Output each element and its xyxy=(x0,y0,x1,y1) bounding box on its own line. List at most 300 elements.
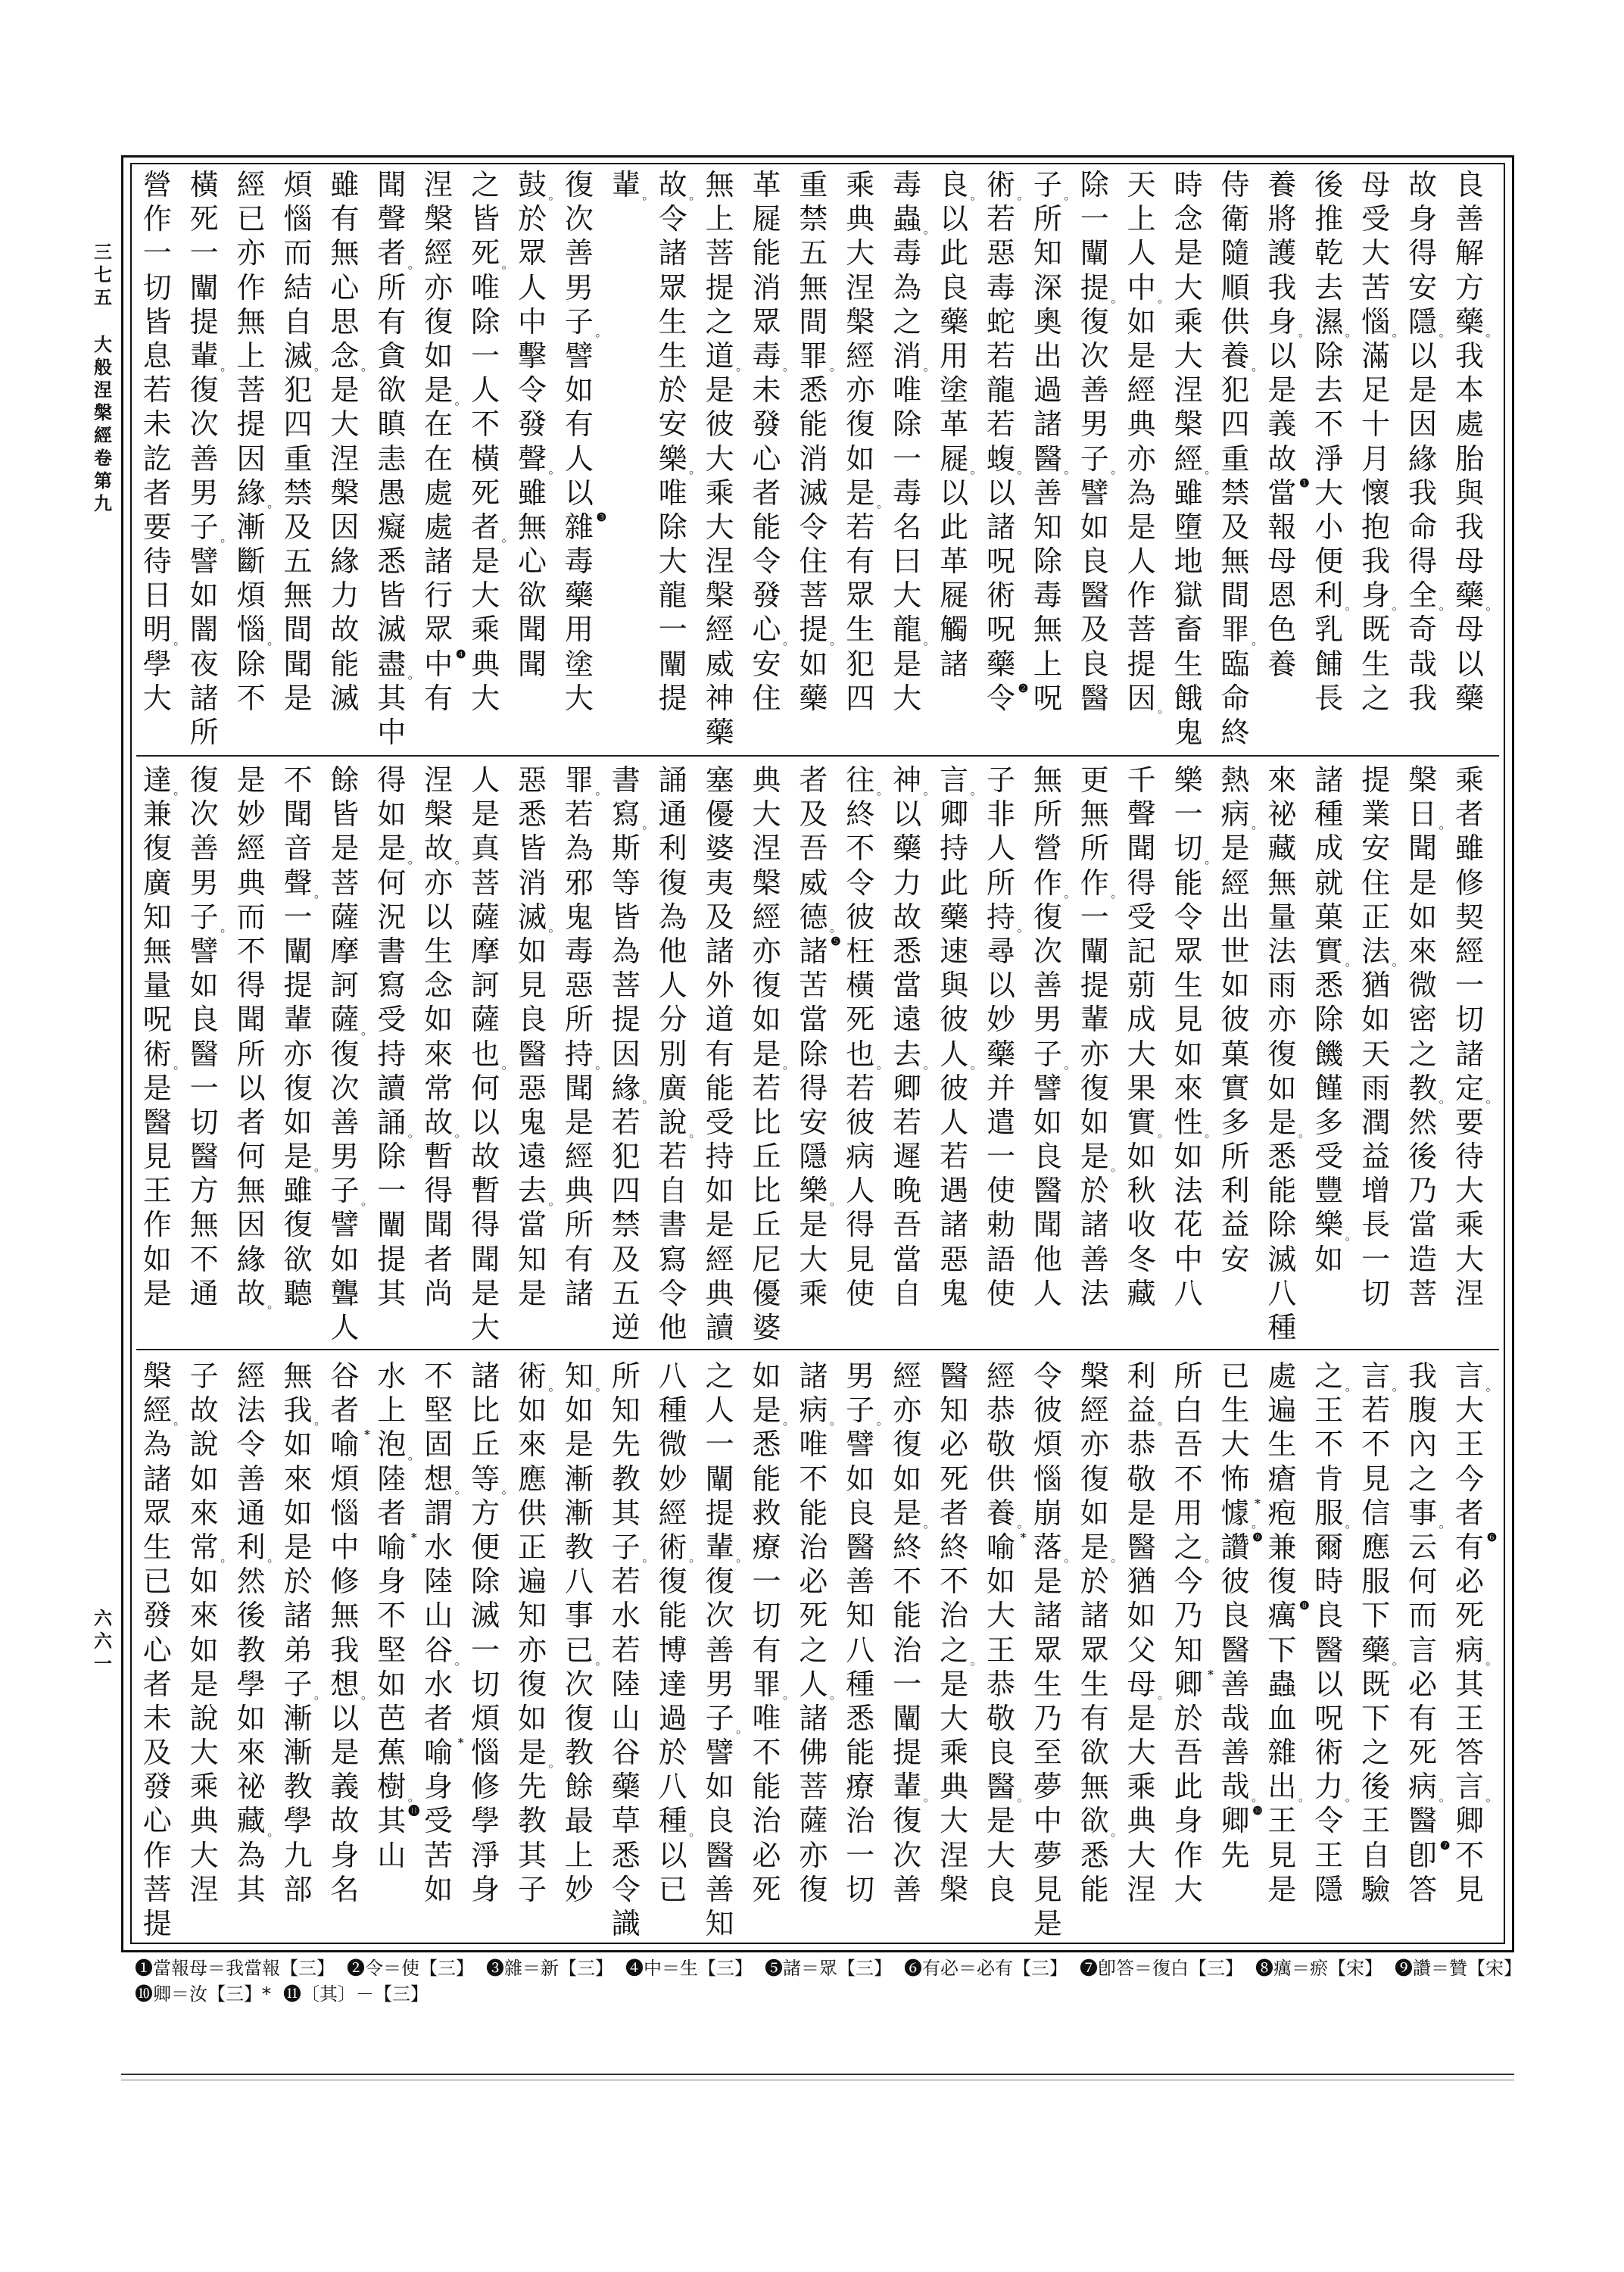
character: 樂 xyxy=(658,442,687,476)
footnote-marker: * xyxy=(457,1736,464,1750)
character-cell xyxy=(1266,442,1311,476)
character: 是 xyxy=(236,763,266,797)
character-cell xyxy=(844,682,890,716)
character: 經 xyxy=(1127,373,1156,407)
character: 是 xyxy=(1408,866,1438,900)
character-cell xyxy=(985,1599,1030,1633)
character-cell xyxy=(376,1668,421,1702)
character: 諸 xyxy=(471,1359,500,1393)
character-cell xyxy=(797,900,843,935)
character: 大 xyxy=(1174,1872,1203,1906)
character: 是 xyxy=(517,1276,547,1310)
character-cell xyxy=(1360,1038,1405,1072)
character: 人 xyxy=(330,1311,360,1344)
character: 便 xyxy=(1314,545,1344,579)
page-number: 六六一 xyxy=(94,1607,112,1674)
character: 身 xyxy=(424,1770,454,1804)
character-cell xyxy=(891,682,937,716)
character: 成 xyxy=(1314,832,1344,866)
character: 不 xyxy=(940,1565,969,1599)
character: 如 xyxy=(517,1393,547,1428)
character-cell xyxy=(985,1106,1030,1140)
character: 大 xyxy=(1127,1037,1156,1071)
character: 芭 xyxy=(377,1701,407,1735)
character-cell xyxy=(985,1496,1030,1531)
character-cell xyxy=(1126,1038,1171,1072)
text-column xyxy=(376,168,421,750)
character-cell xyxy=(1313,866,1358,900)
character: 良 xyxy=(1033,1140,1062,1174)
character-cell xyxy=(1266,1359,1311,1393)
punctuation-mark: 。 xyxy=(1251,632,1264,648)
character: 是 xyxy=(940,1667,969,1701)
character: 作 xyxy=(1127,579,1156,613)
character: 要 xyxy=(142,510,172,544)
character-cell xyxy=(1313,168,1358,202)
character: 作 xyxy=(236,270,266,304)
character-cell xyxy=(1313,1668,1358,1702)
character-cell xyxy=(563,510,609,545)
character-cell xyxy=(657,1668,703,1702)
character-cell xyxy=(704,1736,750,1770)
character-cell xyxy=(704,1839,750,1873)
character-cell xyxy=(797,407,843,442)
character: 利 xyxy=(1220,1174,1250,1208)
character-cell xyxy=(1173,202,1218,236)
character: 法 xyxy=(1267,934,1297,968)
character: 之 xyxy=(1361,1736,1391,1770)
character-cell xyxy=(1454,1804,1499,1838)
character: 聞 xyxy=(236,1003,266,1037)
character-cell xyxy=(1266,373,1311,407)
character: 餘 xyxy=(564,1770,594,1804)
character-cell xyxy=(329,339,374,373)
character-cell xyxy=(657,373,703,407)
character: 義 xyxy=(330,1770,360,1804)
character: 來 xyxy=(189,1496,219,1530)
character: 次 xyxy=(189,797,219,832)
text-column xyxy=(469,168,515,716)
character-cell xyxy=(938,1359,983,1393)
character: 非 xyxy=(986,797,1015,832)
character-cell xyxy=(329,407,374,442)
character: 擊 xyxy=(517,339,547,373)
character-cell xyxy=(751,236,796,270)
character: 人 xyxy=(471,763,500,797)
punctuation-mark: 。 xyxy=(1392,1379,1404,1394)
punctuation-mark: 。 xyxy=(407,851,420,866)
character-cell xyxy=(938,1873,983,1907)
character: 日 xyxy=(1408,797,1438,832)
character: 藥 xyxy=(705,716,734,749)
character: 學 xyxy=(142,647,172,681)
character: 能 xyxy=(846,1736,875,1770)
character: 死 xyxy=(189,202,219,236)
character: 諸 xyxy=(1033,407,1062,442)
character: 終 xyxy=(893,1530,922,1564)
character: 男 xyxy=(330,1140,360,1174)
character: 無 xyxy=(330,1599,360,1633)
character-cell xyxy=(1032,1496,1077,1531)
character-cell xyxy=(1407,1140,1452,1174)
character-cell xyxy=(1360,763,1405,797)
character-cell xyxy=(1454,969,1499,1003)
character: 為 xyxy=(893,270,922,304)
character: 醫 xyxy=(1033,442,1062,476)
character: 恩 xyxy=(1267,579,1297,613)
character: 是 xyxy=(1267,373,1297,407)
character: 經 xyxy=(1454,934,1484,968)
character: 花 xyxy=(1174,1208,1203,1242)
character-cell xyxy=(751,442,796,476)
character: 養 xyxy=(1267,647,1297,681)
character: 爾 xyxy=(1314,1530,1344,1564)
character: 能 xyxy=(799,407,828,442)
character: 經 xyxy=(1174,442,1203,476)
character-cell xyxy=(891,1531,937,1565)
character-cell xyxy=(563,1277,609,1311)
character-cell xyxy=(844,1462,890,1496)
character-cell xyxy=(891,1277,937,1311)
character-cell xyxy=(610,1839,656,1873)
character-cell xyxy=(1266,339,1311,373)
character: 用 xyxy=(564,613,594,647)
character: 服 xyxy=(1361,1565,1391,1599)
character: 醫 xyxy=(1080,579,1109,613)
character: 如 xyxy=(424,1003,454,1037)
character: 乘 xyxy=(471,613,500,647)
character-cell xyxy=(938,1496,983,1531)
character-cell xyxy=(891,1359,937,1393)
character-cell xyxy=(1032,900,1077,935)
character-cell xyxy=(189,648,234,682)
character: 及 xyxy=(1220,510,1250,544)
character: 於 xyxy=(658,1736,687,1770)
character: 終 xyxy=(846,797,875,832)
punctuation-mark: 。 xyxy=(501,256,514,271)
character-cell xyxy=(1266,1003,1311,1037)
character-cell xyxy=(376,1003,421,1037)
character: 處 xyxy=(1454,407,1484,442)
character-cell xyxy=(1126,1770,1171,1804)
character: 乘 xyxy=(1127,1770,1156,1804)
character: 之 xyxy=(940,1633,969,1667)
character-cell xyxy=(1173,476,1218,510)
character-cell xyxy=(422,579,468,613)
character: 待 xyxy=(1454,1140,1484,1174)
character-cell xyxy=(1079,1873,1124,1907)
character: 間 xyxy=(283,613,313,647)
character: 提 xyxy=(283,969,313,1003)
character-cell xyxy=(1454,339,1499,373)
character: 大 xyxy=(1220,1428,1250,1462)
character: 因 xyxy=(611,1037,641,1071)
character-cell xyxy=(282,1359,328,1393)
character: 後 xyxy=(1408,1140,1438,1174)
footnote: ❹中＝生【三】 xyxy=(625,1958,753,1979)
character-cell xyxy=(563,1072,609,1106)
character-cell xyxy=(1173,1668,1218,1702)
character-cell xyxy=(657,797,703,832)
character-cell xyxy=(329,969,374,1003)
character: 心 xyxy=(517,545,547,579)
character: 以 xyxy=(564,476,594,510)
character: 子 xyxy=(517,1872,547,1906)
character-cell xyxy=(376,613,421,647)
character: 復 xyxy=(1080,1462,1109,1496)
character: 我 xyxy=(330,1633,360,1667)
character-cell xyxy=(1266,1277,1311,1311)
punctuation-mark: 。 xyxy=(1251,359,1264,374)
character-cell xyxy=(563,373,609,407)
character-cell xyxy=(422,832,468,866)
character: 槃 xyxy=(1408,763,1438,797)
character: 是 xyxy=(799,1208,828,1242)
character-cell xyxy=(1126,682,1171,716)
character-cell xyxy=(1173,271,1218,305)
character-cell xyxy=(1407,1106,1452,1140)
character: 若 xyxy=(658,1140,687,1174)
character: 發 xyxy=(142,1770,172,1804)
character-cell xyxy=(1126,1174,1171,1208)
character-cell xyxy=(751,1106,796,1140)
character: 知 xyxy=(517,1242,547,1276)
character-cell xyxy=(704,1565,750,1599)
character-cell xyxy=(469,1531,515,1565)
character: 男 xyxy=(1080,407,1109,442)
character: 我 xyxy=(1267,270,1297,304)
character: 通 xyxy=(189,1276,219,1310)
character-cell xyxy=(189,716,234,750)
character: 復 xyxy=(330,1037,360,1071)
character: 書 xyxy=(611,763,641,797)
character-cell xyxy=(1407,407,1452,442)
character: 谷 xyxy=(611,1736,641,1770)
character: 以 xyxy=(1314,1667,1344,1701)
character-cell xyxy=(376,407,421,442)
character-cell xyxy=(704,1804,750,1838)
character-cell xyxy=(469,1736,515,1770)
character-cell xyxy=(938,236,983,270)
character-cell xyxy=(142,1736,187,1770)
character: 身 xyxy=(1267,304,1297,339)
character: 中 xyxy=(330,1530,360,1564)
character-cell xyxy=(938,900,983,935)
character-cell xyxy=(938,168,983,202)
character: 所 xyxy=(564,1208,594,1242)
character: 下 xyxy=(1267,1633,1297,1667)
character: 令 xyxy=(846,866,875,900)
character: 受 xyxy=(1127,900,1156,934)
character-cell xyxy=(142,763,187,797)
character: 作 xyxy=(142,1208,172,1242)
character: 能 xyxy=(1080,1872,1109,1906)
character: 重 xyxy=(283,442,313,476)
character: 切 xyxy=(189,1105,219,1139)
punctuation-mark: 。 xyxy=(689,461,702,476)
character-cell xyxy=(751,1359,796,1393)
character: 母 xyxy=(1267,545,1297,579)
character-cell xyxy=(1407,1839,1452,1873)
text-number: 三七五 xyxy=(94,241,112,308)
punctuation-mark: 。 xyxy=(829,1413,842,1428)
character: 微 xyxy=(1408,969,1438,1003)
character: 是 xyxy=(1267,1872,1297,1906)
character: 復 xyxy=(752,969,781,1003)
character-cell xyxy=(1454,1770,1499,1804)
character-cell xyxy=(1454,1359,1499,1393)
character: 威 xyxy=(705,647,734,681)
character-cell xyxy=(1126,1359,1171,1393)
character-cell xyxy=(563,1770,609,1804)
character-cell xyxy=(1220,442,1265,476)
character: 我 xyxy=(1454,339,1484,373)
character-cell xyxy=(1360,1428,1405,1462)
character-cell xyxy=(1126,935,1171,969)
character: 方 xyxy=(471,1496,500,1530)
character-cell xyxy=(1173,682,1218,716)
character-cell xyxy=(1079,510,1124,545)
character: 如 xyxy=(189,969,219,1003)
character: 煩 xyxy=(236,579,266,613)
character: 諸 xyxy=(1314,763,1344,797)
character-cell xyxy=(1407,797,1452,832)
character: 令 xyxy=(611,1872,641,1906)
character-cell xyxy=(704,1496,750,1531)
character: 陸 xyxy=(611,1667,641,1701)
character-cell xyxy=(516,797,562,832)
character: 者 xyxy=(752,476,781,510)
character-cell xyxy=(1126,236,1171,270)
character-cell xyxy=(610,1770,656,1804)
character: 闡 xyxy=(893,1701,922,1735)
character: 無 xyxy=(1080,797,1109,832)
character-cell xyxy=(797,1634,843,1668)
character-cell xyxy=(704,716,750,750)
character-cell xyxy=(376,442,421,476)
character-cell xyxy=(1220,716,1265,750)
character-cell xyxy=(1032,236,1077,270)
character-cell xyxy=(1079,1770,1124,1804)
character-cell xyxy=(422,1174,468,1208)
character: 醫 xyxy=(940,1359,969,1393)
footnote-marker: ❷ xyxy=(1018,681,1029,695)
text-column xyxy=(1266,763,1311,1345)
character: 大 xyxy=(846,236,875,270)
character-cell xyxy=(1079,1174,1124,1208)
character: 惱 xyxy=(236,613,266,647)
character: 之 xyxy=(1361,681,1391,715)
character: 行 xyxy=(424,579,454,613)
character-cell xyxy=(1454,1208,1499,1242)
character-cell xyxy=(1220,271,1265,305)
character: 諸 xyxy=(705,934,734,968)
character: 者 xyxy=(236,1105,266,1139)
character: 如 xyxy=(283,1105,313,1139)
character-cell xyxy=(610,1531,656,1565)
character-cell xyxy=(704,763,750,797)
character-cell xyxy=(376,797,421,832)
character-cell xyxy=(1360,168,1405,202)
character: 是 xyxy=(564,1105,594,1139)
character: 語 xyxy=(986,1242,1015,1276)
character-cell xyxy=(1126,1003,1171,1037)
character-cell xyxy=(1407,1873,1452,1907)
character: 生 xyxy=(424,934,454,968)
character: 王 xyxy=(142,1174,172,1208)
character: 自 xyxy=(658,1174,687,1208)
character: 道 xyxy=(705,1003,734,1037)
character: 謂 xyxy=(424,1496,454,1530)
text-column xyxy=(985,763,1030,1311)
character: 不 xyxy=(236,934,266,968)
footnote-marker: * xyxy=(1020,1530,1027,1544)
character: 時 xyxy=(1314,1565,1344,1599)
character-cell xyxy=(1266,1106,1311,1140)
character: 然 xyxy=(236,1565,266,1599)
character: 終 xyxy=(940,1530,969,1564)
character: 能 xyxy=(658,1599,687,1633)
character-cell xyxy=(376,969,421,1003)
character: 能 xyxy=(893,1599,922,1633)
character-cell xyxy=(610,1907,656,1941)
character: 饑 xyxy=(1314,1037,1344,1071)
character-cell xyxy=(1220,613,1265,647)
character-cell xyxy=(657,1804,703,1838)
punctuation-mark: 。 xyxy=(1251,1790,1264,1805)
character-cell xyxy=(1032,613,1077,647)
character-cell xyxy=(1360,1462,1405,1496)
character: 何 xyxy=(471,1071,500,1105)
character: 諸 xyxy=(142,1462,172,1496)
punctuation-mark: 。 xyxy=(689,188,702,203)
character: 去 xyxy=(893,1037,922,1071)
character-cell xyxy=(938,969,983,1003)
character-cell xyxy=(1032,1736,1077,1770)
character: 呪 xyxy=(1314,1701,1344,1735)
character-cell xyxy=(1454,1140,1499,1174)
character-cell xyxy=(235,1839,281,1873)
character-cell xyxy=(235,1038,281,1072)
character: 死 xyxy=(752,1872,781,1906)
character: 世 xyxy=(1220,934,1250,968)
character-cell xyxy=(1360,797,1405,832)
character: 聞 xyxy=(424,1208,454,1242)
character-cell xyxy=(235,1243,281,1277)
character-cell xyxy=(516,969,562,1003)
character: 之 xyxy=(705,304,734,339)
character: 上 xyxy=(1033,647,1062,681)
character: 草 xyxy=(611,1804,641,1838)
character: 彼 xyxy=(940,1003,969,1037)
character-cell xyxy=(751,1208,796,1242)
character: 未 xyxy=(142,1701,172,1735)
character-cell xyxy=(1032,339,1077,373)
character: 有 xyxy=(1080,1701,1109,1735)
character-cell xyxy=(1454,1599,1499,1633)
character-cell xyxy=(610,1496,656,1531)
character: 者 xyxy=(142,476,172,510)
character: 心 xyxy=(330,270,360,304)
character: 善 xyxy=(330,1105,360,1139)
character-cell xyxy=(1173,613,1218,647)
text-column xyxy=(1313,763,1358,1277)
character-cell xyxy=(1360,1770,1405,1804)
character-cell xyxy=(376,1277,421,1311)
character-cell xyxy=(751,613,796,647)
character-cell xyxy=(844,1072,890,1106)
character: 敬 xyxy=(986,1701,1015,1735)
